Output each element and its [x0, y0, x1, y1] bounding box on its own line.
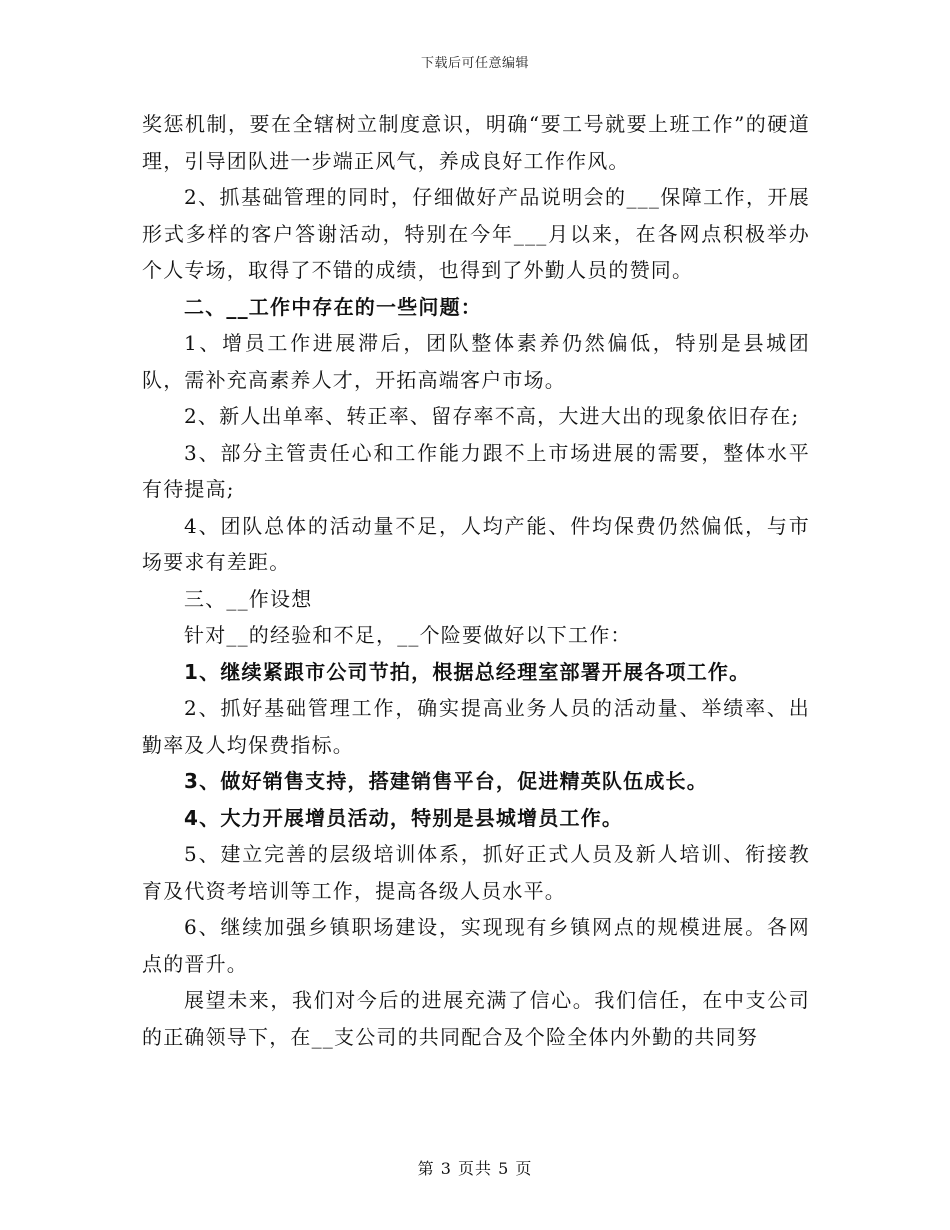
paragraph: 3、部分主管责任心和工作能力跟不上市场进展的需要，整体水平有待提高; — [142, 440, 810, 501]
page-footer: 第 3 页共 5 页 — [417, 1159, 533, 1178]
paragraph: 针对__的经验和不足，__个险要做好以下工作： — [184, 623, 632, 647]
paragraph: 2、抓基础管理的同时，仔细做好产品说明会的___保障工作，开展形式多样的客户答谢活动，特别在今年___月以来，在各网点积极举办个人专场，取得了不错的成绩，也得到了外勤人员的赞同。 — [142, 185, 810, 282]
paragraph: 5、建立完善的层级培训体系，抓好正式人员及新人培训、衔接教育及代资考培训等工作，提高各级人员水平。 — [142, 842, 810, 903]
paragraph: 6、继续加强乡镇职场建设，实现现有乡镇网点的规模进展。各网点的晋升。 — [142, 915, 810, 976]
paragraph: 2、新人出单率、转正率、留存率不高，大进大出的现象依旧存在; — [184, 404, 800, 428]
paragraph: 1、增员工作进展滞后，团队整体素养仍然偏低，特别是县城团队，需补充高素养人才，开拓高端客户市场。 — [142, 331, 810, 392]
paragraph: 2、抓好基础管理工作，确实提高业务人员的活动量、举绩率、出勤率及人均保费指标。 — [142, 696, 810, 757]
bold-item: 4、大力开展增员活动，特别是县城增员工作。 — [184, 805, 624, 830]
section-heading: 三、__作设想 — [184, 586, 313, 611]
section-heading: 二、__工作中存在的一些问题： — [184, 294, 482, 319]
paragraph: 4、团队总体的活动量不足，人均产能、件均保费仍然偏低，与市场要求有差距。 — [142, 513, 810, 574]
paragraph: 奖惩机制，要在全辖树立制度意识，明确“要工号就要上班工作”的硬道理，引导团队进一步端正风气，养成良好工作作风。 — [142, 112, 810, 173]
document-body — [142, 106, 810, 1055]
paragraph: 展望未来，我们对今后的进展充满了信心。我们信任，在中支公司的正确领导下，在__支公司的共同配合及个险全体内外勤的共同努 — [142, 988, 810, 1049]
bold-item: 1、继续紧跟市公司节拍，根据总经理室部署开展各项工作。 — [184, 659, 751, 684]
page-header: 下载后可任意编辑 — [420, 56, 529, 71]
bold-item: 3、做好销售支持，搭建销售平台，促进精英队伍成长。 — [184, 769, 708, 793]
